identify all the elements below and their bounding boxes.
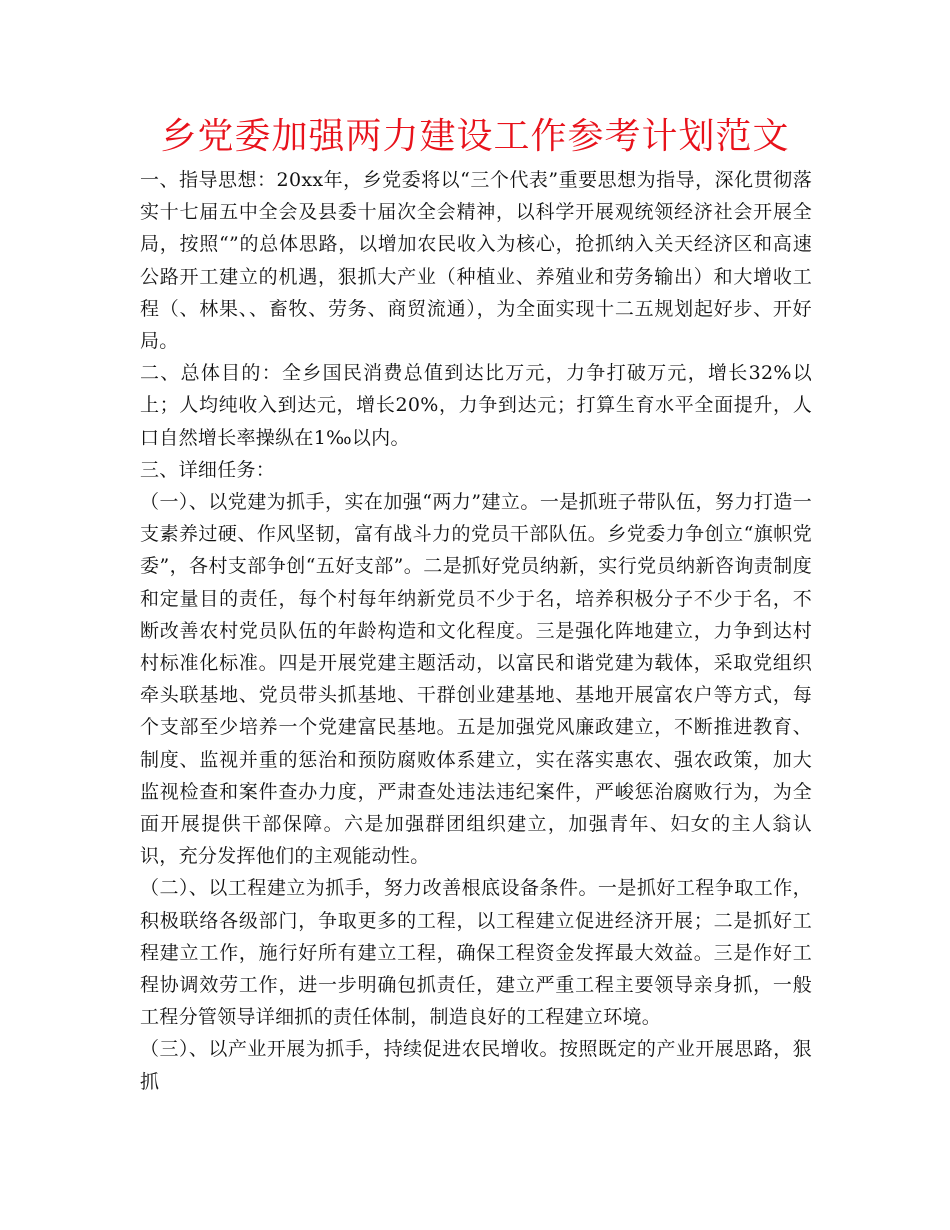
paragraph-task-party-building: （一）、以党建为抓手，实在加强“两力”建立。一是抓班子带队伍，努力打造一支素养过硬、作风坚韧，富有战斗力的党员干部队伍。乡党委力争创立“旗帜党委”，各村支部争创“五好支部”。二是抓好党员纳新，实行党员纳新咨询责制度和定量目的责任，每个村每年纳新党员不少于名，培养积极分子不少于名，不断改善农村党员队伍的年龄构造和文化程度。三是强化阵地建立，力争到达村村标准化标准。四是开展党建主题活动，以富民和谐党建为载体，采取党组织牵头联基地、党员带头抓基地、干群创业建基地、基地开展富农户等方式，每个支部至少培养一个党建富民基地。五是加强党风廉政建立，不断推进教育、制度、监视并重的惩治和预防腐败体系建立，实在落实惠农、强农政策，加大监视检查和案件查办力度，严肃查处违法违纪案件，严峻惩治腐败行为，为全面开展提供干部保障。六是加强群团组织建立，加强青年、妇女的主人翁认识，充分发挥他们的主观能动性。 [140, 491, 812, 868]
document-title: 乡党委加强两力建设工作参考计划范文 [160, 116, 790, 157]
paragraph-task-industry: （三）、以产业开展为抓手，持续促进农民增收。按照既定的产业开展思路，狠抓 [140, 1038, 812, 1093]
paragraph-task-projects: （二）、以工程建立为抓手，努力改善根底设备条件。一是抓好工程争取工作，积极联络各级部门，争取更多的工程，以工程建立促进经济开展；二是抓好工程建立工作，施行好所有建立工程，确保工程资金发挥最大效益。三是作好工程协调效劳工作，进一步明确包抓责任，建立严重工程主要领导亲身抓，一般工程分管领导详细抓的责任体制，制造良好的工程建立环境。 [140, 877, 812, 1029]
paragraph-overall-goals: 二、总体目的：全乡国民消费总值到达比万元，力争打破万元，增长32%以上；人均纯收入到达元，增长20%，力争到达元；打算生育水平全面提升，人口自然增长率操纵在1‰以内。 [140, 362, 812, 449]
paragraph-guiding-ideology: 一、指导思想：20xx年，乡党委将以“三个代表”重要思想为指导，深化贯彻落实十七届五中全会及县委十届次全会精神，以科学开展观统领经济社会开展全局，按照“”的总体思路，以增加农民收入为核心，抢抓纳入关天经济区和高速公路开工建立的机遇，狠抓大产业（种植业、养殖业和劳务输出）和大增收工程（、林果、、畜牧、劳务、商贸流通），为全面实现十二五规划起好步、开好局。 [140, 169, 812, 353]
paragraph-tasks-heading: 三、详细任务： [140, 458, 276, 481]
document-body [140, 164, 812, 1098]
